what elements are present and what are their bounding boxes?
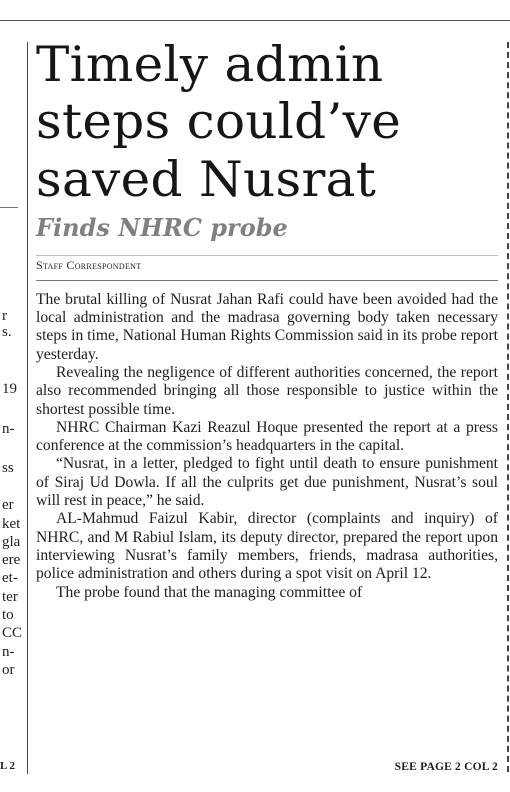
subheadline: Finds NHRC probe (36, 212, 288, 242)
byline-rule (36, 280, 498, 281)
headline-line: steps could’ve (36, 93, 402, 151)
article (36, 36, 498, 602)
left-fragment: et- (2, 570, 18, 586)
dashed-border (507, 42, 509, 772)
left-fragment: gla (2, 534, 21, 550)
left-fragment: ere (2, 552, 21, 568)
byline: Staff Correspondent (36, 255, 498, 273)
paragraph: AL-Mahmud Faizul Kabir, director (complaints and inquiry) of NHRC, and M Rabiul Islam, its deputy director, prepared the report upon interviewing Nusrat’s family members, friends, madrasa authorities, police administration and others during a spot visit on April 12. (36, 510, 498, 583)
adjacent-column-fragment (0, 21, 26, 792)
left-fragment: ket (2, 516, 21, 532)
left-fragment: ss (2, 460, 14, 476)
top-rule (0, 20, 510, 21)
left-fragment: n- (2, 644, 15, 660)
headline (36, 36, 507, 208)
paragraph: “Nusrat, in a letter, pledged to fight until death to ensure punishment of Siraj Ud Dowla. If all the culprits get due punishment, Nusrat’s soul will rest in peace,” he said. (36, 455, 498, 510)
left-jump-fragment: L 2 (0, 760, 15, 772)
left-column-rule (0, 207, 18, 208)
left-fragment: CC (2, 625, 23, 641)
continued-jump-line: SEE PAGE 2 COL 2 (394, 761, 498, 773)
left-fragment: to (2, 607, 14, 623)
article-body (36, 291, 498, 602)
paragraph: NHRC Chairman Kazi Reazul Hoque presented the report at a press conference at the commission’s headquarters in the capital. (36, 418, 498, 455)
left-fragment: r (2, 308, 7, 324)
left-fragment: ter (2, 589, 18, 605)
headline-line: Timely admin (36, 36, 384, 93)
left-fragment: s. (2, 324, 12, 340)
left-fragment: n- (2, 421, 15, 437)
paragraph: Revealing the negligence of different authorities concerned, the report also recommended bringing all those responsible to justice within the shortest possible time. (36, 363, 498, 418)
left-fragment: 19 (2, 381, 17, 397)
left-fragment: er (2, 497, 14, 513)
column-divider (27, 42, 28, 774)
headline-line: saved Nusrat (36, 150, 377, 208)
left-fragment: or (2, 662, 15, 678)
paragraph: The brutal killing of Nusrat Jahan Rafi could have been avoided had the local administration and the madrasa governing body taken necessary steps in time, National Human Rights Commission said in its probe report yesterday. (36, 290, 498, 363)
paragraph: The probe found that the managing committee of (56, 583, 363, 601)
